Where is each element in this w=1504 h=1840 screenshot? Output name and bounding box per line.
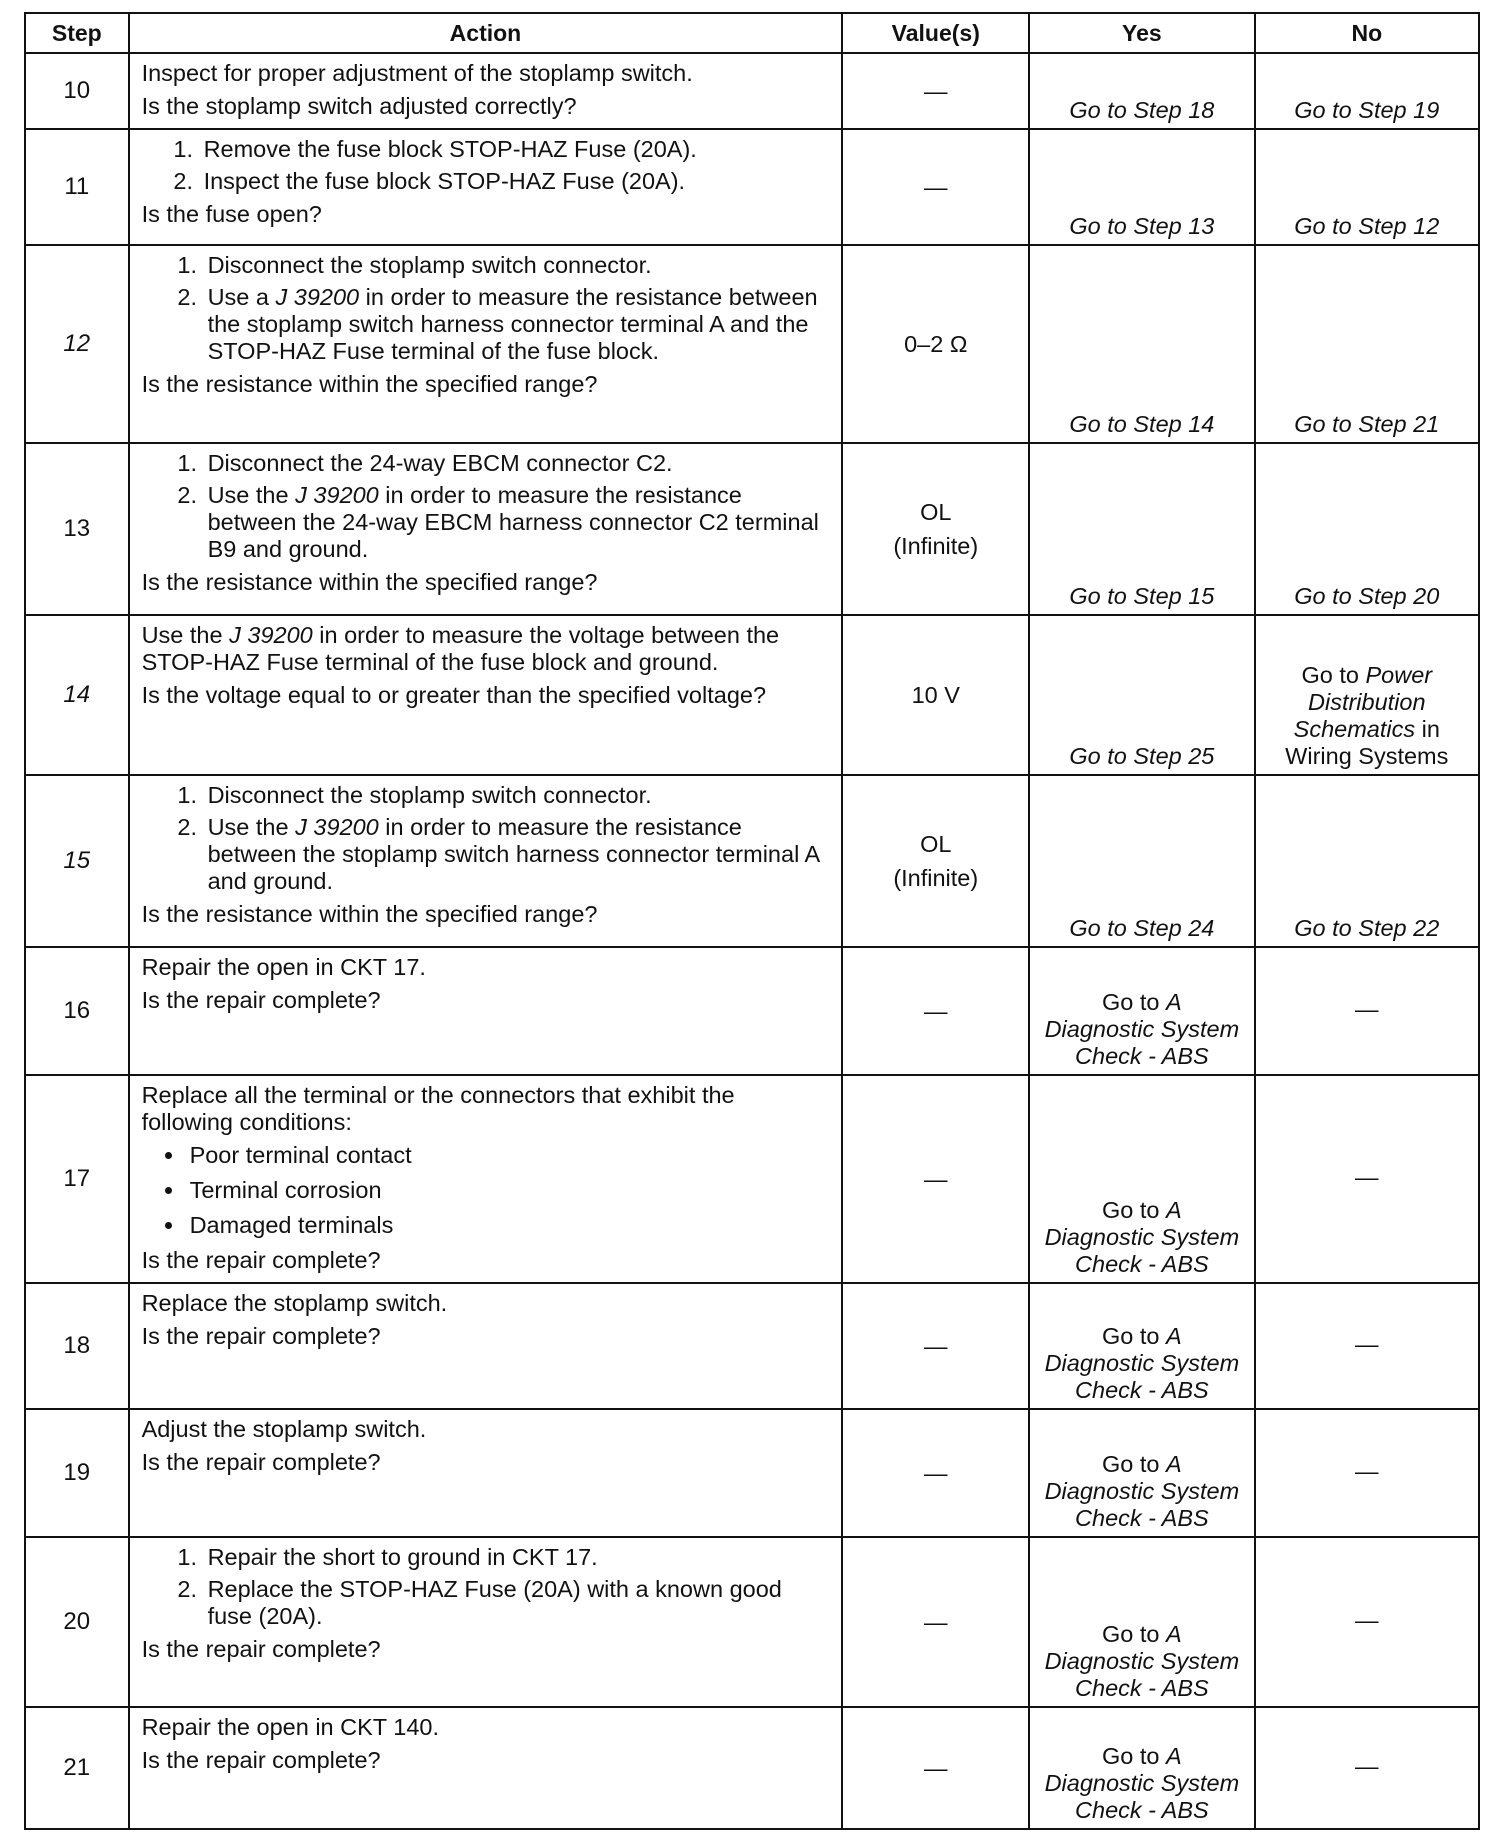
action-cell (129, 1409, 843, 1537)
yes-text: Go to (1102, 1743, 1167, 1769)
action-text-part: in order to measure the voltage between the STOP-HAZ Fuse terminal of the fuse block and ground. (141, 622, 780, 675)
action-question: Is the repair complete? (141, 1323, 381, 1349)
table-row (25, 1283, 1479, 1409)
list-item-text: Use the (207, 814, 296, 840)
no-cell: — (1255, 1537, 1479, 1707)
step-number: 17 (25, 1075, 129, 1283)
header-action: Action (129, 13, 843, 53)
action-question: Is the repair complete? (141, 1449, 381, 1475)
step-number: 11 (25, 129, 129, 245)
table-row (25, 443, 1479, 615)
action-cell (129, 443, 843, 615)
yes-cell (1029, 1537, 1254, 1707)
header-yes: Yes (1029, 13, 1254, 53)
no-text: in Wiring Systems (1285, 716, 1449, 769)
table-row (25, 129, 1479, 245)
yes-text: Go to (1102, 989, 1167, 1015)
yes-cell: Go to Step 24 (1029, 775, 1254, 947)
no-cell: Go to Step 21 (1255, 245, 1479, 443)
value-cell: — (842, 1075, 1029, 1283)
list-item: 1. Disconnect the 24-way EBCM connector C2. (204, 450, 832, 477)
yes-text: Go to (1102, 1621, 1167, 1647)
no-cell: Go to Step 12 (1255, 129, 1479, 245)
reference-title: Diagnostic System Check - ABS (1044, 1350, 1240, 1403)
value-line: (Infinite) (893, 533, 979, 559)
action-cell (129, 947, 843, 1075)
action-question: Is the repair complete? (141, 1636, 381, 1662)
no-cell: — (1255, 1075, 1479, 1283)
step-number: 21 (25, 1707, 129, 1829)
yes-text: Go to (1102, 1323, 1167, 1349)
action-cell (129, 1283, 843, 1409)
diagnostic-steps-table (24, 12, 1480, 1830)
action-text (142, 622, 832, 676)
header-no: No (1255, 13, 1479, 53)
reference-letter: A (1166, 989, 1182, 1015)
no-text: Go to (1301, 662, 1366, 688)
tool-reference: J 39200 (275, 284, 360, 310)
list-item (204, 814, 832, 895)
condition-list (142, 1142, 832, 1239)
action-question: Is the stoplamp switch adjusted correctly? (141, 93, 577, 119)
action-text-part: Use the (141, 622, 230, 648)
action-text: Adjust the stoplamp switch. (141, 1416, 427, 1442)
list-item (204, 284, 832, 365)
no-cell (1255, 615, 1479, 775)
reference-letter: A (1166, 1451, 1182, 1477)
action-list (142, 1544, 832, 1630)
action-question: Is the resistance within the specified range? (141, 569, 598, 595)
header-values: Value(s) (842, 13, 1029, 53)
no-cell: Go to Step 20 (1255, 443, 1479, 615)
value-cell: — (842, 1537, 1029, 1707)
reference-title: Diagnostic System Check - ABS (1044, 1648, 1240, 1701)
action-text: Repair the open in CKT 17. (141, 954, 426, 980)
value-cell: — (842, 1409, 1029, 1537)
list-item (204, 482, 832, 563)
action-question: Is the repair complete? (141, 987, 381, 1013)
action-text: Replace all the terminal or the connectors that exhibit the following conditions: (141, 1082, 735, 1135)
yes-cell (1029, 1707, 1254, 1829)
action-text: Inspect for proper adjustment of the stoplamp switch. (141, 60, 693, 86)
step-number: 10 (25, 53, 129, 129)
action-cell (129, 615, 843, 775)
action-list (142, 252, 832, 365)
yes-cell (1029, 1409, 1254, 1537)
yes-text: Go to (1102, 1197, 1167, 1223)
list-item-text: Use a (207, 284, 276, 310)
action-cell (129, 1537, 843, 1707)
list-item-text: Use the (207, 482, 296, 508)
value-line: OL (920, 831, 952, 857)
action-cell (129, 53, 843, 129)
yes-cell (1029, 1075, 1254, 1283)
list-item-text: in order to measure the resistance between the stoplamp switch harness connector terminal A and ground. (207, 814, 819, 894)
value-cell (842, 775, 1029, 947)
list-item-text: in order to measure the resistance between the stoplamp switch harness connector terminal A and the STOP-HAZ Fuse terminal of the fuse block. (207, 284, 818, 364)
diagnostic-table-page (24, 12, 1480, 1830)
action-list (142, 782, 832, 895)
no-cell: Go to Step 19 (1255, 53, 1479, 129)
table-row (25, 1409, 1479, 1537)
action-question: Is the voltage equal to or greater than the specified voltage? (141, 682, 767, 708)
value-line: (Infinite) (893, 865, 979, 891)
list-item-text: in order to measure the resistance between the 24-way EBCM harness connector C2 terminal B9 and ground. (207, 482, 819, 562)
step-number: 20 (25, 1537, 129, 1707)
yes-cell: Go to Step 13 (1029, 129, 1254, 245)
value-cell: — (842, 1707, 1029, 1829)
header-step: Step (25, 13, 129, 53)
table-row (25, 1075, 1479, 1283)
step-number: 15 (25, 775, 129, 947)
table-row (25, 1537, 1479, 1707)
no-cell: — (1255, 1409, 1479, 1537)
value-cell (842, 443, 1029, 615)
yes-cell: Go to Step 18 (1029, 53, 1254, 129)
reference-title: Diagnostic System Check - ABS (1044, 1478, 1240, 1531)
action-cell (129, 1075, 843, 1283)
table-row (25, 245, 1479, 443)
action-question: Is the resistance within the specified range? (141, 901, 598, 927)
yes-cell: Go to Step 15 (1029, 443, 1254, 615)
no-cell: — (1255, 947, 1479, 1075)
reference-title: Diagnostic System Check - ABS (1044, 1224, 1240, 1277)
step-number: 14 (25, 615, 129, 775)
table-header-row (25, 13, 1479, 53)
action-cell (129, 1707, 843, 1829)
yes-cell: Go to Step 25 (1029, 615, 1254, 775)
list-item: 1. Disconnect the stoplamp switch connector. (204, 782, 832, 809)
no-cell: — (1255, 1707, 1479, 1829)
list-item: • Damaged terminals (186, 1212, 832, 1239)
yes-cell (1029, 947, 1254, 1075)
yes-text: Go to (1102, 1451, 1167, 1477)
step-number: 18 (25, 1283, 129, 1409)
tool-reference: J 39200 (295, 814, 379, 840)
value-cell: 10 V (842, 615, 1029, 775)
reference-title: Power Distribution Schematics (1293, 662, 1433, 742)
list-item: 2. Replace the STOP-HAZ Fuse (20A) with a known good fuse (20A). (204, 1576, 832, 1630)
action-question: Is the repair complete? (141, 1747, 381, 1773)
action-cell (129, 775, 843, 947)
list-item: • Terminal corrosion (186, 1177, 832, 1204)
table-row (25, 615, 1479, 775)
list-item: 1. Remove the fuse block STOP-HAZ Fuse (20A). (200, 136, 832, 163)
reference-letter: A (1166, 1197, 1182, 1223)
step-number: 13 (25, 443, 129, 615)
list-item: 1. Disconnect the stoplamp switch connector. (204, 252, 832, 279)
action-question: Is the repair complete? (141, 1247, 381, 1273)
reference-title: Diagnostic System Check - ABS (1044, 1016, 1240, 1069)
yes-cell (1029, 1283, 1254, 1409)
table-row (25, 947, 1479, 1075)
step-number: 16 (25, 947, 129, 1075)
no-cell: Go to Step 22 (1255, 775, 1479, 947)
value-cell: 0–2 Ω (842, 245, 1029, 443)
action-cell (129, 129, 843, 245)
action-question: Is the fuse open? (141, 201, 322, 227)
table-row (25, 53, 1479, 129)
list-item: • Poor terminal contact (186, 1142, 832, 1169)
tool-reference: J 39200 (229, 622, 313, 648)
value-cell: — (842, 129, 1029, 245)
value-cell: — (842, 1283, 1029, 1409)
reference-letter: A (1166, 1621, 1182, 1647)
yes-cell: Go to Step 14 (1029, 245, 1254, 443)
table-row (25, 775, 1479, 947)
value-cell: — (842, 947, 1029, 1075)
reference-letter: A (1166, 1743, 1182, 1769)
action-list (142, 136, 832, 195)
action-question: Is the resistance within the specified range? (141, 371, 598, 397)
reference-letter: A (1166, 1323, 1182, 1349)
list-item: 1. Repair the short to ground in CKT 17. (204, 1544, 832, 1571)
reference-title: Diagnostic System Check - ABS (1044, 1770, 1240, 1823)
action-text: Replace the stoplamp switch. (141, 1290, 448, 1316)
list-item: 2. Inspect the fuse block STOP-HAZ Fuse (20A). (200, 168, 832, 195)
tool-reference: J 39200 (295, 482, 379, 508)
step-number: 12 (25, 245, 129, 443)
action-cell (129, 245, 843, 443)
step-number: 19 (25, 1409, 129, 1537)
action-text: Repair the open in CKT 140. (141, 1714, 439, 1740)
no-cell: — (1255, 1283, 1479, 1409)
value-line: OL (920, 499, 952, 525)
action-list (142, 450, 832, 563)
table-row (25, 1707, 1479, 1829)
value-cell: — (842, 53, 1029, 129)
